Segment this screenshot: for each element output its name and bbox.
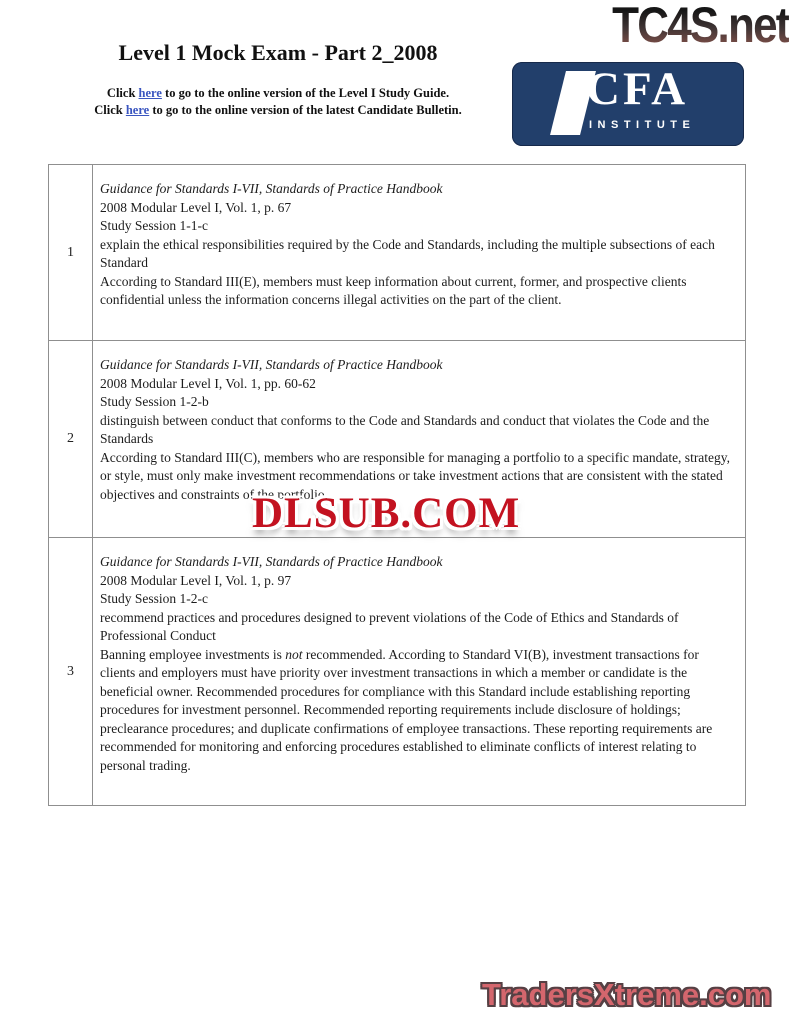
exam-guidance-table [48,164,746,806]
source-title: Guidance for Standards I-VII, Standards of Practice Handbook [100,357,443,372]
row-content [93,538,745,805]
link-prefix-text: Click [94,103,126,117]
answer-segment: According to Standard III(C), members who are responsible for managing a portfolio to a specific mandate, strategy, or style, must only make investment recommendations or take investment actions that are consistent with the stated objectives and constraints of the portfolio. [100,449,731,502]
reference-line: 2008 Modular Level I, Vol. 1, p. 67 [100,199,292,215]
cfa-institute-text: INSTITUTE [589,119,696,131]
study-session-line: Study Session 1-2-b [100,394,209,409]
tc4s-watermark: TC4S.net [612,0,789,54]
table-row [49,538,745,805]
reference-line: 2008 Modular Level I, Vol. 1, p. 97 [100,572,292,588]
link-suffix-text: to go to the online version of the latest Candidate Bulletin. [149,103,462,117]
answer-text [100,646,735,776]
table-row [49,165,745,341]
source-title: Guidance for Standards I-VII, Standards of Practice Handbook [100,181,443,196]
los-text: recommend practices and procedures designed to prevent violations of the Code of Ethics and Standards of Professional Conduct [100,609,679,643]
los-text: explain the ethical responsibilities required by the Code and Standards, including the multiple subsections of each Standard [100,236,715,270]
answer-segment: Banning employee investments is [100,646,286,662]
study-session-line: Study Session 1-1-c [100,218,208,233]
study-guide-link-line [0,85,556,102]
intro-links [0,85,556,119]
los-text: distinguish between conduct that conforms to the Code and Standards and conduct that violates the Code and the Standards [100,412,710,446]
answer-emphasis: not [285,646,303,662]
study-session-line: Study Session 1-2-c [100,591,208,606]
row-number: 1 [49,165,93,340]
page-title: Level 1 Mock Exam - Part 2_2008 [118,40,438,65]
source-title: Guidance for Standards I-VII, Standards of Practice Handbook [100,554,443,569]
cfa-institute-logo [512,62,744,146]
answer-segment: According to Standard III(E), members must keep information about current, former, and prospective clients confidential unless the information concerns illegal activities on the part of the client. [100,273,687,307]
candidate-bulletin-link[interactable]: here [125,103,150,117]
link-suffix-text: to go to the online version of the Level I Study Guide. [161,86,450,100]
answer-segment: recommended. According to Standard VI(B), investment transactions for clients and employers must have priority over investment transactions in which a member or candidate is the beneficial owner. Recommended procedures for compliance with this Standard include establishing reporting procedures for investment personnel. Recommended reporting requirements include disclosure of holdings; preclearance procedures; and duplicate confirmations of employee transactions. These reporting requirements are recommended for monitoring and enforcing procedures established to eliminate conflicts of interest relating to personal trading. [100,646,713,773]
dlsub-watermark: DLSUB.COM [252,490,521,537]
cfa-brand-text: CFA [586,63,689,115]
row-number: 2 [49,341,93,537]
study-guide-link[interactable]: here [138,86,162,100]
candidate-bulletin-link-line [0,102,556,119]
link-prefix-text: Click [106,86,139,100]
tradersxtreme-watermark: TradersXtreme.com [482,977,772,1012]
reference-line: 2008 Modular Level I, Vol. 1, pp. 60-62 [100,375,316,391]
row-number: 3 [49,538,93,805]
row-content [93,165,745,340]
answer-text [100,273,735,310]
